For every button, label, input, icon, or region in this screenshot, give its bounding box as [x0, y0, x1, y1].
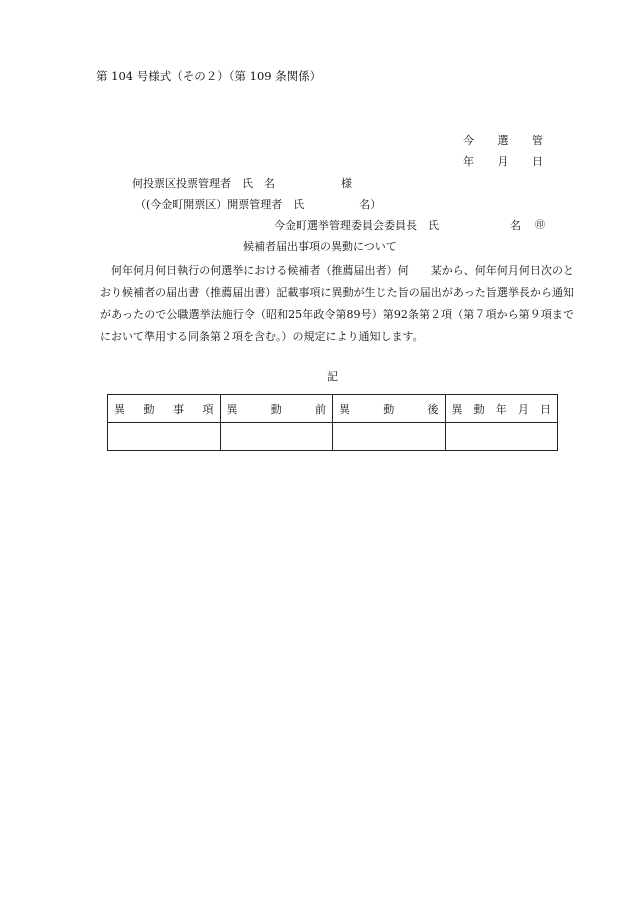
header-char: 動 — [270, 402, 282, 416]
form-number: 第 104 号様式（その２）（第 109 条関係） — [96, 69, 322, 83]
header-change-item — [108, 395, 221, 423]
header-char: 異 — [451, 402, 463, 416]
subject-title: 候補者届出事項の異動について — [243, 240, 397, 253]
table-cell — [333, 423, 446, 451]
header-char: 年 — [495, 402, 507, 416]
header-char: 動 — [143, 402, 155, 416]
header-char: 後 — [427, 402, 439, 416]
issuer-char: 今 — [463, 134, 474, 147]
table-row — [108, 423, 558, 451]
table-cell — [220, 423, 333, 451]
sender-prefix: 今金町選挙管理委員会委員長 氏 — [274, 219, 439, 232]
table-header-row — [108, 395, 558, 423]
sender-line — [274, 219, 546, 233]
body-paragraph: 何年何月何日執行の何選挙における候補者（推薦届出者）何 某から、何年何月何日次のとおり候補者の届出書（推薦届出書）記載事項に異動が生じた旨の届出があった旨選挙長から通知があったので公職選挙法施行令（昭和25年政令第89号）第92条第２項（第７項から第９項までにおいて準用する同条第２項を含む。）の規定により通知します。 — [100, 264, 574, 343]
seal-mark: ㊞ — [535, 220, 545, 231]
date-line — [463, 155, 543, 169]
sender-name-end: 名 — [510, 219, 521, 232]
header-char: 月 — [517, 402, 529, 416]
header-change-date — [445, 395, 558, 423]
header-char: 異 — [114, 402, 125, 416]
recipient-line-2: （(今金町開票区）開票管理者 氏 名） — [135, 198, 382, 211]
change-table — [107, 394, 558, 451]
header-char: 動 — [473, 402, 485, 416]
date-char: 年 — [463, 155, 474, 168]
header-char: 動 — [383, 402, 395, 416]
date-char: 月 — [497, 155, 509, 168]
date-char: 日 — [532, 155, 543, 168]
body-text — [100, 260, 574, 348]
header-before-change — [220, 395, 333, 423]
issuer-char: 管 — [532, 134, 543, 147]
table-cell — [108, 423, 221, 451]
header-char: 前 — [315, 402, 326, 416]
ki-label: 記 — [327, 370, 338, 383]
header-after-change — [333, 395, 446, 423]
header-char: 事 — [173, 402, 184, 416]
header-char: 異 — [339, 402, 350, 416]
recipient-line-1: 何投票区投票管理者 氏 名 様 — [132, 177, 352, 190]
header-char: 日 — [540, 402, 551, 416]
header-char: 異 — [226, 402, 238, 416]
table-cell — [445, 423, 558, 451]
header-char: 項 — [202, 402, 214, 416]
issuer-char: 選 — [497, 134, 509, 147]
issuer-line-1 — [463, 134, 543, 148]
